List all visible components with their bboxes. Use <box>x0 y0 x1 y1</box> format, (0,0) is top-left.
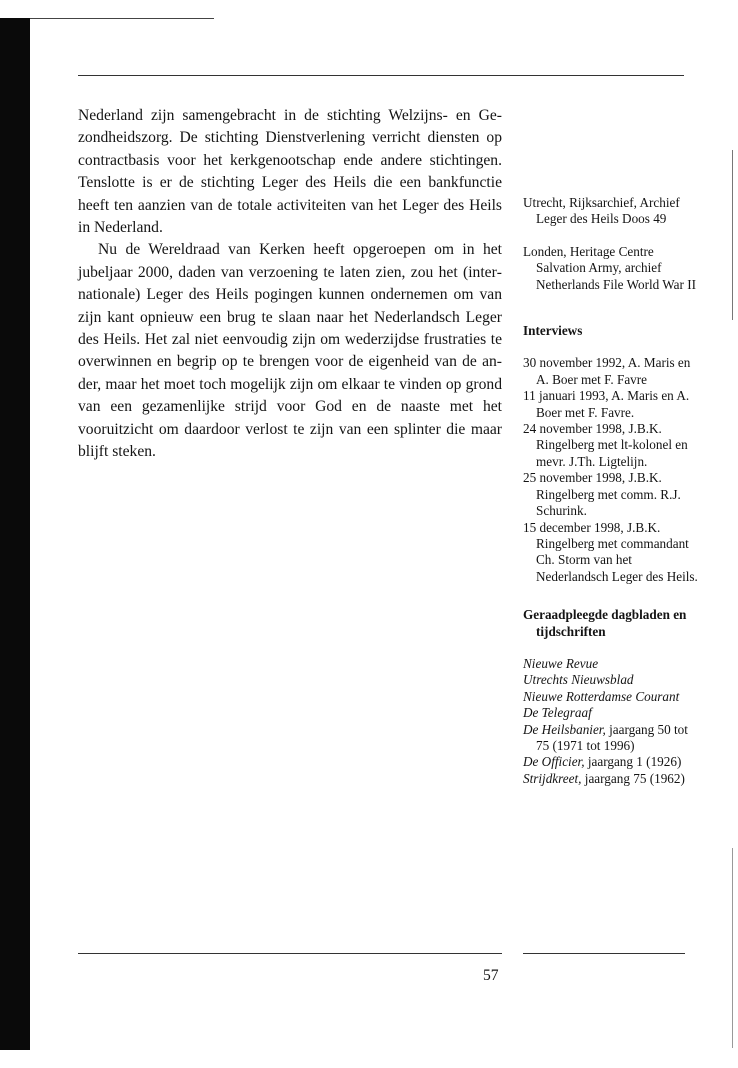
newspaper-title: De Telegraaf <box>523 705 592 721</box>
interview-entry: 15 december 1998, J.B.K. Ringelberg met commandant Ch. Storm van het Nederlandsch Leger des Heils. <box>523 519 698 584</box>
newspaper-entry <box>523 656 701 672</box>
newspaper-title: De Heilsbanier, <box>523 721 606 737</box>
newspaper-title: Nieuwe Rotterdamse Courant <box>523 688 680 704</box>
page-number: 57 <box>483 967 499 984</box>
scan-edge-shadow <box>0 18 30 1050</box>
newspaper-entry <box>523 754 701 770</box>
newspaper-entry <box>523 705 701 721</box>
main-text-column <box>78 105 502 464</box>
newspaper-detail: jaargang 50 tot 75 (1971 tot 1996) <box>536 721 688 753</box>
interviews-heading: Interviews <box>523 323 583 339</box>
newspaper-detail: jaargang 1 (1926) <box>584 754 682 770</box>
interview-entry: 30 november 1992, A. Maris en A. Boer met F. Favre <box>523 355 691 387</box>
interview-entry: 24 november 1998, J.B.K. Ringelberg met lt-kolonel en mevr. J.Th. Ligtelijn. <box>523 421 688 469</box>
archive-entry: Londen, Heritage Centre Salvation Army, archief Netherlands File World War II <box>523 243 696 292</box>
newspaper-entry <box>523 722 701 755</box>
footer-rule-sidebar <box>523 953 685 954</box>
archive-entry: Utrecht, Rijksarchief, Archief Leger des Heils Doos 49 <box>523 195 680 227</box>
newspaper-entry <box>523 689 701 705</box>
newspaper-title: Strijdkreet, <box>523 770 582 786</box>
sources-column <box>523 195 701 787</box>
newspaper-title: Nieuwe Revue <box>523 655 599 671</box>
newspaper-title: Utrechts Nieuwsblad <box>523 672 634 688</box>
newspaper-title: De Officier, <box>523 754 585 770</box>
interview-entry: 25 november 1998, J.B.K. Ringelberg met comm. R.J. Schurink. <box>523 470 681 519</box>
scan-right-edge <box>732 150 733 320</box>
newspaper-detail: jaargang 75 (1962) <box>581 770 685 786</box>
scan-top-rule <box>30 18 214 19</box>
body-paragraph-2: Nu de Wereldraad van Kerken heeft opgeroepen om in het jubeljaar 2000, daden van verzoening te laten zien, zou het (internationale) Leger des Heils pogingen kunnen ondernemen om van zijn kant opnieuw een brug te slaan naar het Nederlandsch Leger des Heils. Het zal niet eenvoudig zijn om wederzijdse frustraties te overwinnen en begrip op te brengen voor de eigenheid van de ander, maar het moet toch mogelijk zijn om elkaar te vinden op grond van een gezamenlijke strijd voor God en de naaste met het vooruitzicht om daardoor verlost te zijn van een splinter die maar blijft steken. <box>78 241 502 461</box>
footer-rule-main <box>78 953 502 954</box>
header-rule <box>78 75 684 76</box>
newspaper-entry <box>523 672 701 688</box>
newspapers-heading: Geraadpleegde dagbladen en tijdschriften <box>523 607 687 639</box>
interview-entry: 11 januari 1993, A. Maris en A. Boer met F. Favre. <box>523 388 690 420</box>
body-paragraph-1: Nederland zijn samengebracht in de stichting Welzijns- en Gezondheidszorg. De stichting Dienstverlening verricht diensten op contractbasis voor het kerkgenootschap ende andere stichtingen. Tenslotte is er de stichting Leger des Heils die een bankfunctie heeft ten aanzien van de totale activiteiten van het Leger des Heils in Nederland. <box>78 107 502 237</box>
scan-right-edge-lower <box>732 848 733 1048</box>
newspaper-entry <box>523 771 701 787</box>
